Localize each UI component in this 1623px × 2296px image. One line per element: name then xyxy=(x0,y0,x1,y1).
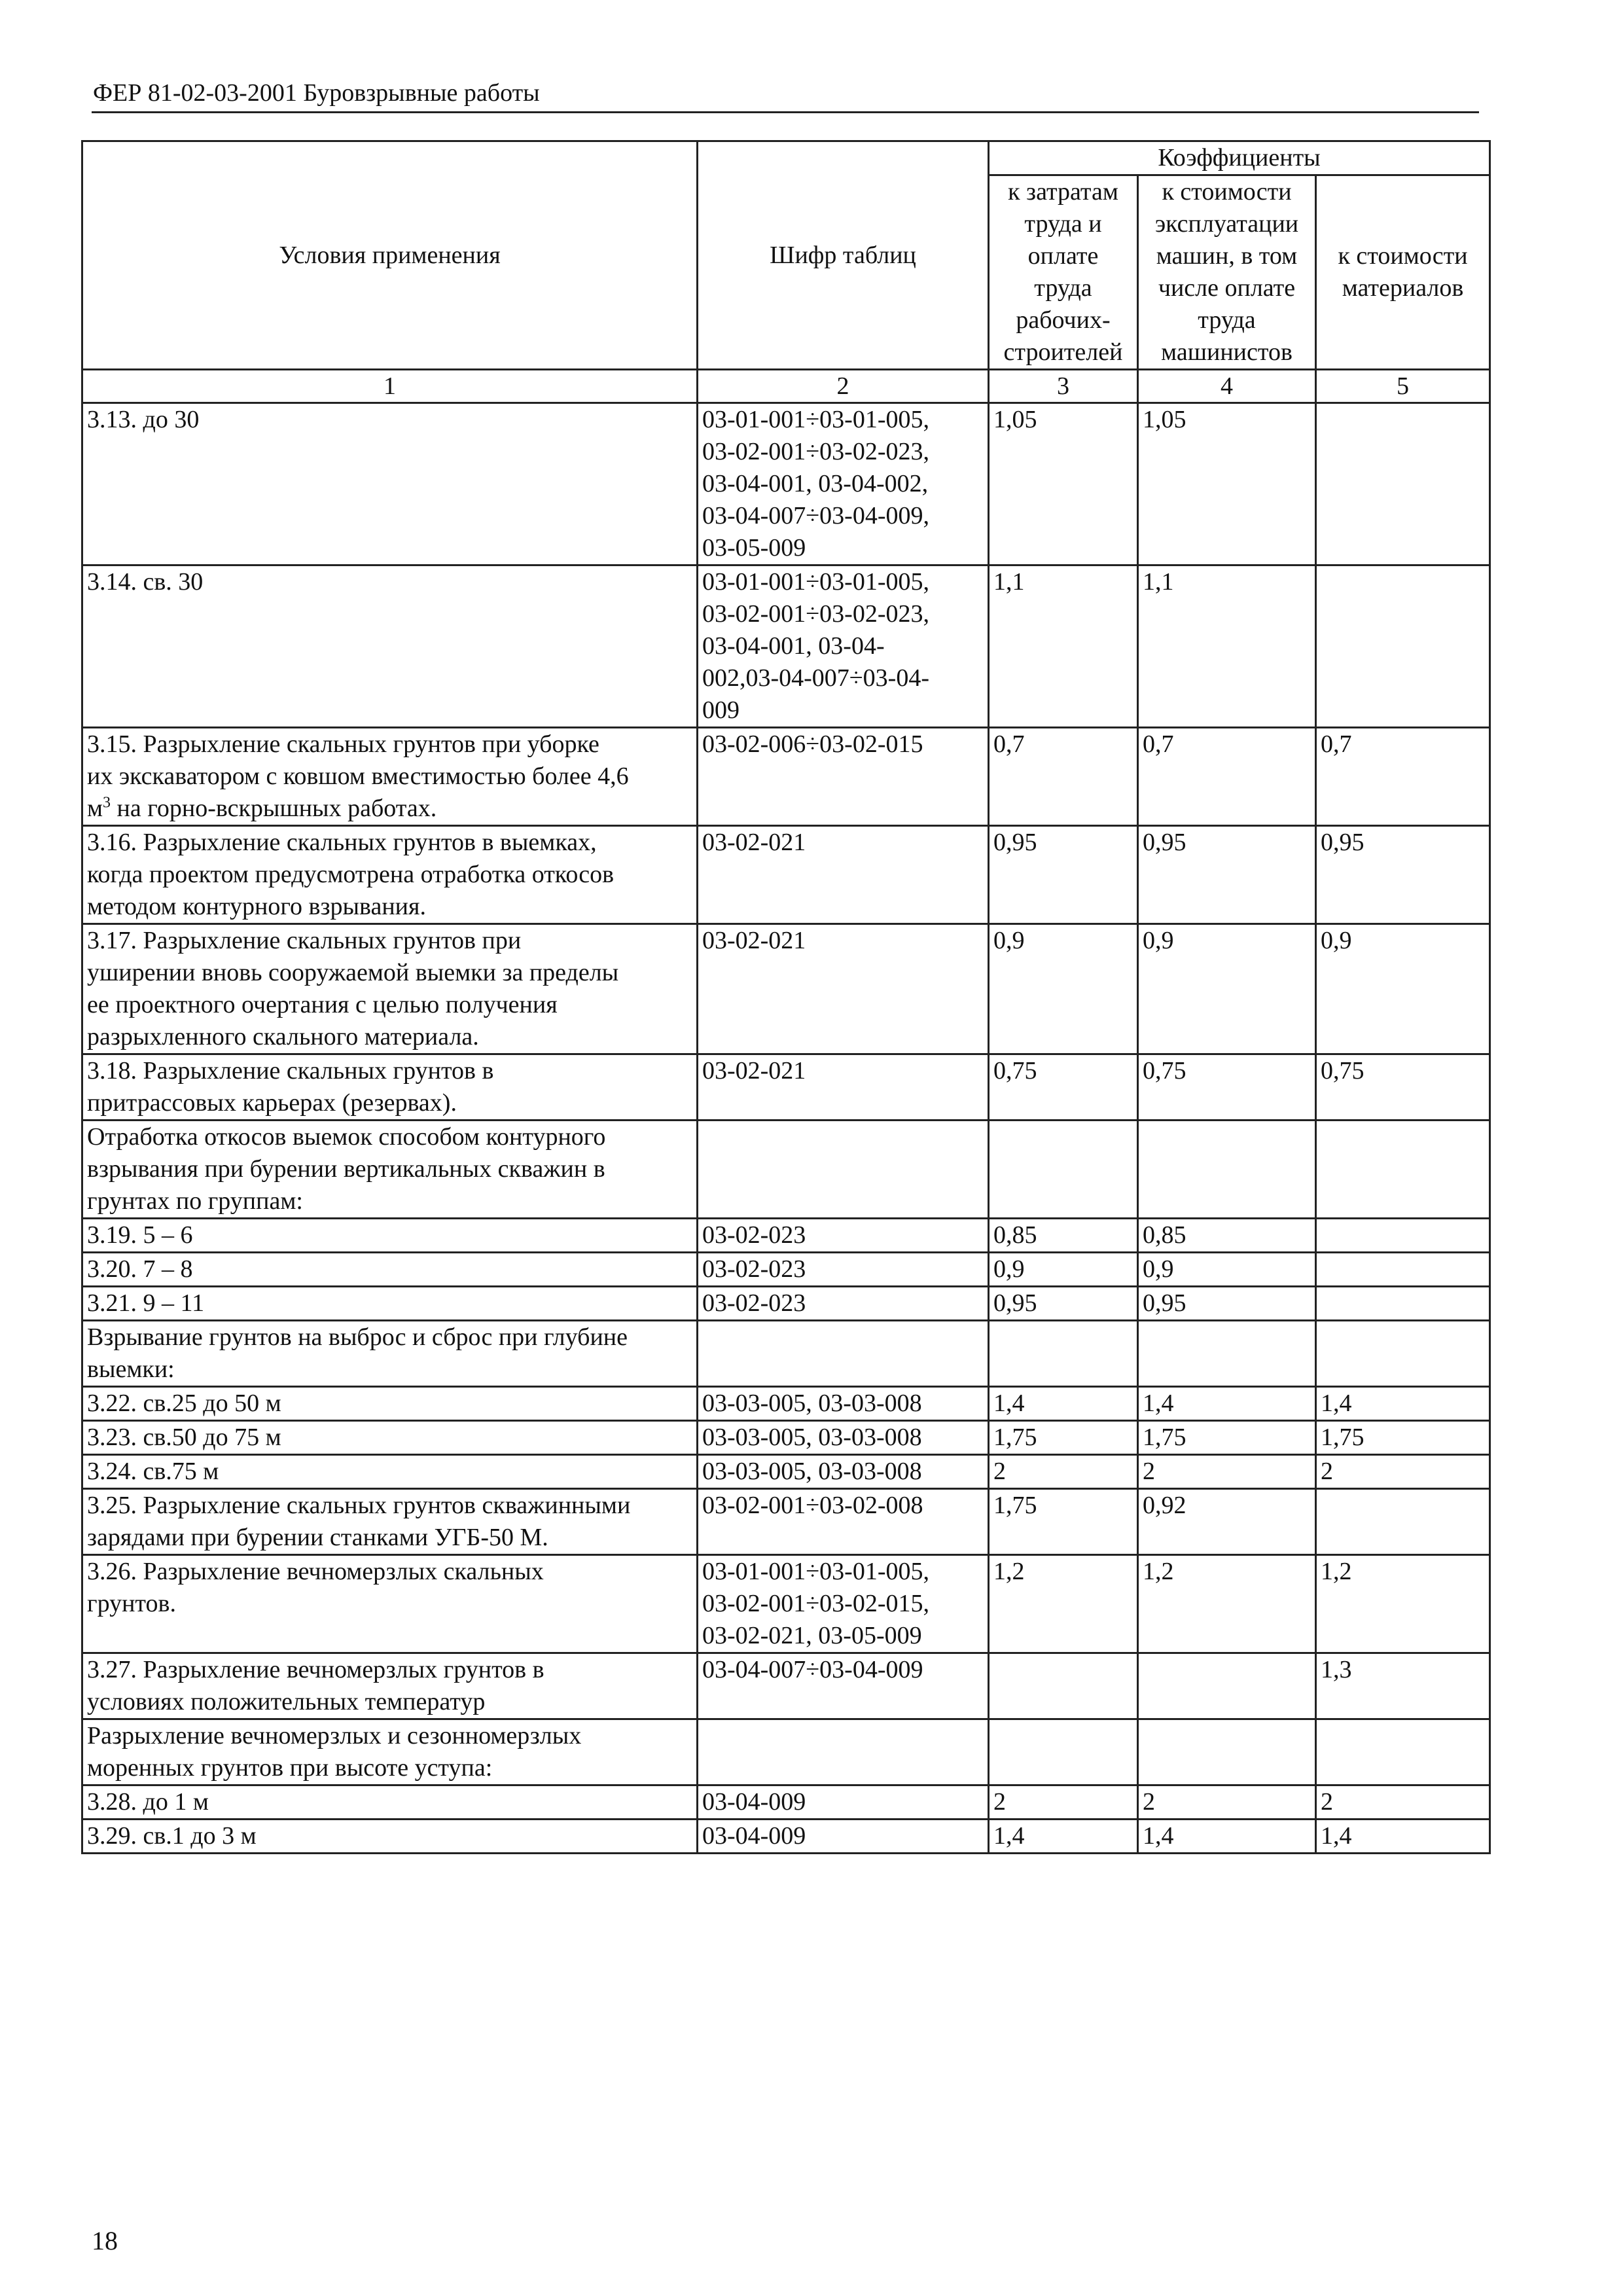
column-number: 5 xyxy=(1316,370,1490,403)
cell-table-code: 03-02-021 xyxy=(698,1054,989,1121)
cell-labor-coef: 0,9 xyxy=(989,924,1138,1054)
cell-condition: Взрывание грунтов на выброс и сброс при глубине выемки: xyxy=(82,1321,698,1387)
cell-machines-coef: 1,1 xyxy=(1138,565,1316,728)
cell-machines-coef xyxy=(1138,1321,1316,1387)
header-machines: к стоимости эксплуатации машин, в том числе оплате труда машинистов xyxy=(1138,175,1316,370)
cell-labor-coef: 1,75 xyxy=(989,1421,1138,1455)
cell-machines-coef: 0,7 xyxy=(1138,728,1316,826)
column-number-row xyxy=(82,370,1490,403)
cell-materials-coef xyxy=(1316,1719,1490,1785)
cell-labor-coef: 0,75 xyxy=(989,1054,1138,1121)
cell-materials-coef xyxy=(1316,1287,1490,1321)
cell-table-code: 03-04-007÷03-04-009 xyxy=(698,1653,989,1719)
cell-machines-coef: 2 xyxy=(1138,1785,1316,1820)
cell-machines-coef: 1,4 xyxy=(1138,1820,1316,1854)
cell-condition: 3.27. Разрыхление вечномерзлых грунтов в условиях положительных температур xyxy=(82,1653,698,1719)
cell-labor-coef: 0,95 xyxy=(989,826,1138,924)
cell-condition: 3.16. Разрыхление скальных грунтов в выемках, когда проектом предусмотрена отработка откосов методом контурного взрывания. xyxy=(82,826,698,924)
cell-machines-coef xyxy=(1138,1653,1316,1719)
cell-materials-coef: 0,95 xyxy=(1316,826,1490,924)
cell-condition: 3.21. 9 – 11 xyxy=(82,1287,698,1321)
cell-machines-coef: 0,75 xyxy=(1138,1054,1316,1121)
table-row xyxy=(82,1321,1490,1387)
cell-machines-coef: 0,95 xyxy=(1138,1287,1316,1321)
table-row xyxy=(82,924,1490,1054)
page-header xyxy=(92,77,1479,113)
column-number: 2 xyxy=(698,370,989,403)
cell-table-code: 03-02-023 xyxy=(698,1219,989,1253)
table-row xyxy=(82,1719,1490,1785)
cell-table-code: 03-03-005, 03-03-008 xyxy=(698,1387,989,1421)
cell-condition: 3.25. Разрыхление скальных грунтов скважинными зарядами при бурении станками УГБ-50 М. xyxy=(82,1489,698,1555)
table-row xyxy=(82,1653,1490,1719)
table-row xyxy=(82,565,1490,728)
cell-table-code: 03-02-001÷03-02-008 xyxy=(698,1489,989,1555)
table-row xyxy=(82,1219,1490,1253)
cell-condition: 3.17. Разрыхление скальных грунтов при уширении вновь сооружаемой выемки за пределы ее проектного очертания с целью получения разрыхленного скального материала. xyxy=(82,924,698,1054)
cell-machines-coef xyxy=(1138,1121,1316,1219)
table-row xyxy=(82,1555,1490,1653)
column-number: 3 xyxy=(989,370,1138,403)
cell-materials-coef: 2 xyxy=(1316,1785,1490,1820)
cell-condition: 3.19. 5 – 6 xyxy=(82,1219,698,1253)
table-row xyxy=(82,403,1490,565)
cell-condition: 3.14. св. 30 xyxy=(82,565,698,728)
header-coefficients: Коэффициенты xyxy=(989,141,1490,175)
cell-table-code xyxy=(698,1121,989,1219)
cell-materials-coef: 2 xyxy=(1316,1455,1490,1489)
table-row xyxy=(82,1054,1490,1121)
table-row xyxy=(82,1121,1490,1219)
cell-table-code: 03-04-009 xyxy=(698,1820,989,1854)
cell-table-code: 03-01-001÷03-01-005, 03-02-001÷03-02-023, 03-04-001, 03-04-002, 03-04-007÷03-04-009, 03-05-009 xyxy=(698,403,989,565)
table-row xyxy=(82,728,1490,826)
cell-machines-coef xyxy=(1138,1719,1316,1785)
cell-labor-coef: 1,05 xyxy=(989,403,1138,565)
cell-labor-coef xyxy=(989,1719,1138,1785)
table-row xyxy=(82,1455,1490,1489)
cell-machines-coef: 0,92 xyxy=(1138,1489,1316,1555)
cell-table-code: 03-02-023 xyxy=(698,1287,989,1321)
cell-machines-coef: 1,2 xyxy=(1138,1555,1316,1653)
cell-materials-coef: 1,3 xyxy=(1316,1653,1490,1719)
cell-table-code xyxy=(698,1321,989,1387)
cell-materials-coef xyxy=(1316,403,1490,565)
header-labor: к затратам труда и оплате труда рабочих- строителей xyxy=(989,175,1138,370)
cell-labor-coef: 0,9 xyxy=(989,1253,1138,1287)
cell-labor-coef: 0,7 xyxy=(989,728,1138,826)
cell-table-code: 03-02-023 xyxy=(698,1253,989,1287)
table-row xyxy=(82,1489,1490,1555)
header-materials: к стоимости материалов xyxy=(1316,175,1490,370)
cell-condition: Разрыхление вечномерзлых и сезонномерзлых моренных грунтов при высоте уступа: xyxy=(82,1719,698,1785)
cell-condition: 3.24. св.75 м xyxy=(82,1455,698,1489)
cell-labor-coef: 1,2 xyxy=(989,1555,1138,1653)
cell-table-code: 03-04-009 xyxy=(698,1785,989,1820)
table-row xyxy=(82,1421,1490,1455)
cell-condition: 3.22. св.25 до 50 м xyxy=(82,1387,698,1421)
cell-machines-coef: 1,75 xyxy=(1138,1421,1316,1455)
cell-materials-coef xyxy=(1316,1219,1490,1253)
cell-machines-coef: 0,9 xyxy=(1138,924,1316,1054)
cell-labor-coef: 1,4 xyxy=(989,1820,1138,1854)
header-conditions: Условия применения xyxy=(82,141,698,370)
cell-table-code: 03-03-005, 03-03-008 xyxy=(698,1455,989,1489)
cell-labor-coef: 1,4 xyxy=(989,1387,1138,1421)
cell-materials-coef xyxy=(1316,1321,1490,1387)
cell-condition: 3.26. Разрыхление вечномерзлых скальных грунтов. xyxy=(82,1555,698,1653)
cell-labor-coef: 0,85 xyxy=(989,1219,1138,1253)
cell-materials-coef xyxy=(1316,1489,1490,1555)
cell-materials-coef: 1,2 xyxy=(1316,1555,1490,1653)
cell-table-code: 03-03-005, 03-03-008 xyxy=(698,1421,989,1455)
cell-table-code: 03-02-021 xyxy=(698,826,989,924)
cell-machines-coef: 1,4 xyxy=(1138,1387,1316,1421)
table-row xyxy=(82,1253,1490,1287)
cell-materials-coef: 1,4 xyxy=(1316,1820,1490,1854)
cell-condition: 3.18. Разрыхление скальных грунтов в притрассовых карьерах (резервах). xyxy=(82,1054,698,1121)
cell-condition: 3.29. св.1 до 3 м xyxy=(82,1820,698,1854)
cell-labor-coef xyxy=(989,1653,1138,1719)
column-number: 1 xyxy=(82,370,698,403)
cell-materials-coef xyxy=(1316,1121,1490,1219)
cell-materials-coef xyxy=(1316,1253,1490,1287)
cell-machines-coef: 1,05 xyxy=(1138,403,1316,565)
header-code: Шифр таблиц xyxy=(698,141,989,370)
cell-table-code: 03-01-001÷03-01-005, 03-02-001÷03-02-015, 03-02-021, 03-05-009 xyxy=(698,1555,989,1653)
cell-labor-coef: 1,75 xyxy=(989,1489,1138,1555)
cell-condition: 3.23. св.50 до 75 м xyxy=(82,1421,698,1455)
cell-machines-coef: 0,85 xyxy=(1138,1219,1316,1253)
cell-materials-coef: 1,4 xyxy=(1316,1387,1490,1421)
cell-labor-coef: 1,1 xyxy=(989,565,1138,728)
table-row xyxy=(82,1820,1490,1854)
cell-labor-coef xyxy=(989,1321,1138,1387)
cell-materials-coef xyxy=(1316,565,1490,728)
cell-table-code: 03-02-006÷03-02-015 xyxy=(698,728,989,826)
table-row xyxy=(82,1785,1490,1820)
coefficients-table xyxy=(81,140,1491,1854)
cell-condition: 3.15. Разрыхление скальных грунтов при уборке их экскаватором с ковшом вместимостью более 4,6 $м^3$ на горно-вскрышных работах. xyxy=(82,728,698,826)
cell-labor-coef: 0,95 xyxy=(989,1287,1138,1321)
cell-condition: Отработка откосов выемок способом контурного взрывания при бурении вертикальных скважин в грунтах по группам: xyxy=(82,1121,698,1219)
cell-condition: 3.28. до 1 м xyxy=(82,1785,698,1820)
table-row xyxy=(82,1287,1490,1321)
table-row xyxy=(82,1387,1490,1421)
cell-labor-coef xyxy=(989,1121,1138,1219)
cell-machines-coef: 0,95 xyxy=(1138,826,1316,924)
cell-materials-coef: 0,75 xyxy=(1316,1054,1490,1121)
cell-table-code: 03-02-021 xyxy=(698,924,989,1054)
cell-labor-coef: 2 xyxy=(989,1785,1138,1820)
cell-table-code xyxy=(698,1719,989,1785)
cell-condition: 3.20. 7 – 8 xyxy=(82,1253,698,1287)
column-number: 4 xyxy=(1138,370,1316,403)
cell-materials-coef: 0,9 xyxy=(1316,924,1490,1054)
cell-table-code: 03-01-001÷03-01-005, 03-02-001÷03-02-023, 03-04-001, 03-04- 002,03-04-007÷03-04- 009 xyxy=(698,565,989,728)
cell-materials-coef: 1,75 xyxy=(1316,1421,1490,1455)
table-row xyxy=(82,826,1490,924)
cell-machines-coef: 0,9 xyxy=(1138,1253,1316,1287)
cell-materials-coef: 0,7 xyxy=(1316,728,1490,826)
cell-labor-coef: 2 xyxy=(989,1455,1138,1489)
table-body xyxy=(82,403,1490,1854)
cell-machines-coef: 2 xyxy=(1138,1455,1316,1489)
document-title: ФЕР 81-02-03-2001 Буровзрывные работы xyxy=(93,79,540,107)
page-number: 18 xyxy=(92,2226,118,2255)
cell-condition: 3.13. до 30 xyxy=(82,403,698,565)
